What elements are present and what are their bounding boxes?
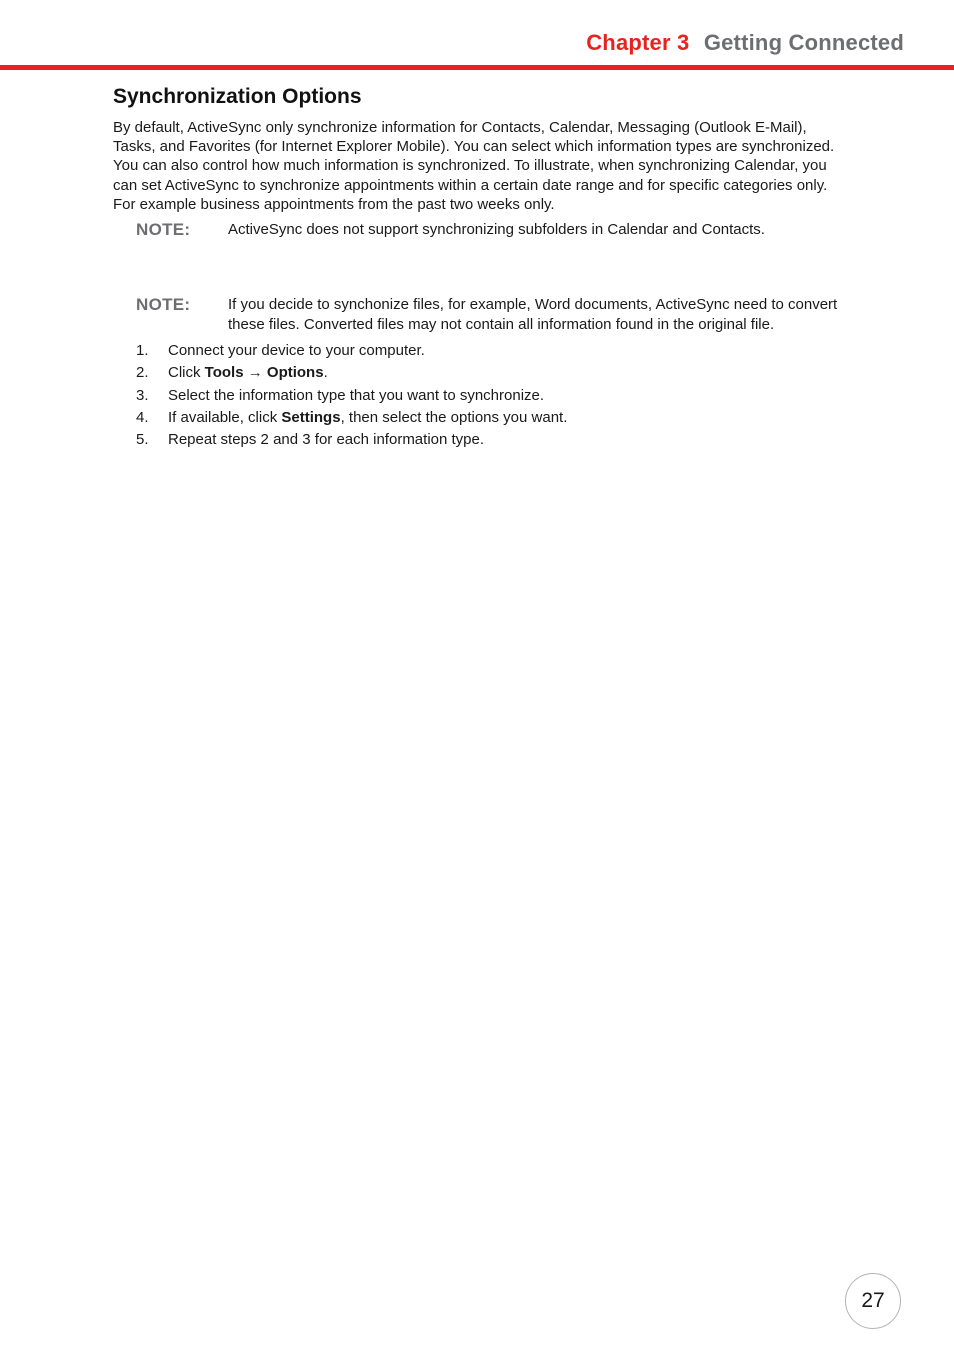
note-text: ActiveSync does not support synchronizing subfolders in Calendar and Contacts.: [228, 221, 765, 239]
step-number: 1.: [136, 342, 149, 360]
step-text-pre: Click: [168, 364, 205, 382]
chapter-number: Chapter 3: [586, 30, 690, 55]
step-number: 2.: [136, 364, 149, 382]
section-heading: Synchronization Options: [113, 85, 362, 108]
list-item: [136, 340, 873, 362]
step-text: [168, 407, 567, 429]
note-label: NOTE:: [136, 220, 191, 240]
step-text-pre: If available, click: [168, 408, 282, 426]
menu-options: Options: [266, 364, 324, 382]
list-item: [136, 429, 873, 451]
step-text: Repeat steps 2 and 3 for each information type.: [168, 431, 485, 449]
list-item: [136, 362, 873, 384]
step-text: [168, 362, 328, 384]
list-item: [136, 385, 873, 407]
note-text: If you decide to synchonize files, for example, Word documents, ActiveSync need to convert these files. Converted files may not contain all information found in the original file.: [228, 296, 838, 334]
page-number: 27: [845, 1273, 901, 1329]
page-content: [113, 84, 873, 452]
step-text-post: , then select the options you want.: [340, 408, 568, 426]
step-number: 3.: [136, 386, 149, 404]
list-item: [136, 407, 873, 429]
intro-paragraph: By default, ActiveSync only synchronize information for Contacts, Calendar, Messaging (Outlook E-Mail), Tasks, and Favorites (for Internet Explorer Mobile). You can select which information types are synchronized. You can also control how much information is synchronized. To illustrate, when synchronizing Calendar, you can set ActiveSync to synchronize appointments within a certain date range and for specific categories only. For example business appointments from the past two weeks only.: [113, 119, 835, 213]
step-number: 4.: [136, 408, 149, 426]
steps-list: [136, 340, 873, 451]
chapter-header: [586, 30, 904, 56]
step-text: Select the information type that you want to synchronize.: [168, 386, 545, 404]
settings-label: Settings: [281, 408, 341, 426]
header-rule: [0, 65, 954, 70]
step-number: 5.: [136, 431, 149, 449]
note-block: [136, 295, 873, 335]
step-text: Connect your device to your computer.: [168, 342, 425, 360]
step-text-post: .: [323, 364, 328, 382]
chapter-title: Getting Connected: [703, 30, 904, 55]
note-label: NOTE:: [136, 295, 191, 315]
menu-tools: Tools: [204, 364, 244, 382]
arrow-icon: →: [243, 364, 267, 382]
note-block: [136, 220, 873, 240]
